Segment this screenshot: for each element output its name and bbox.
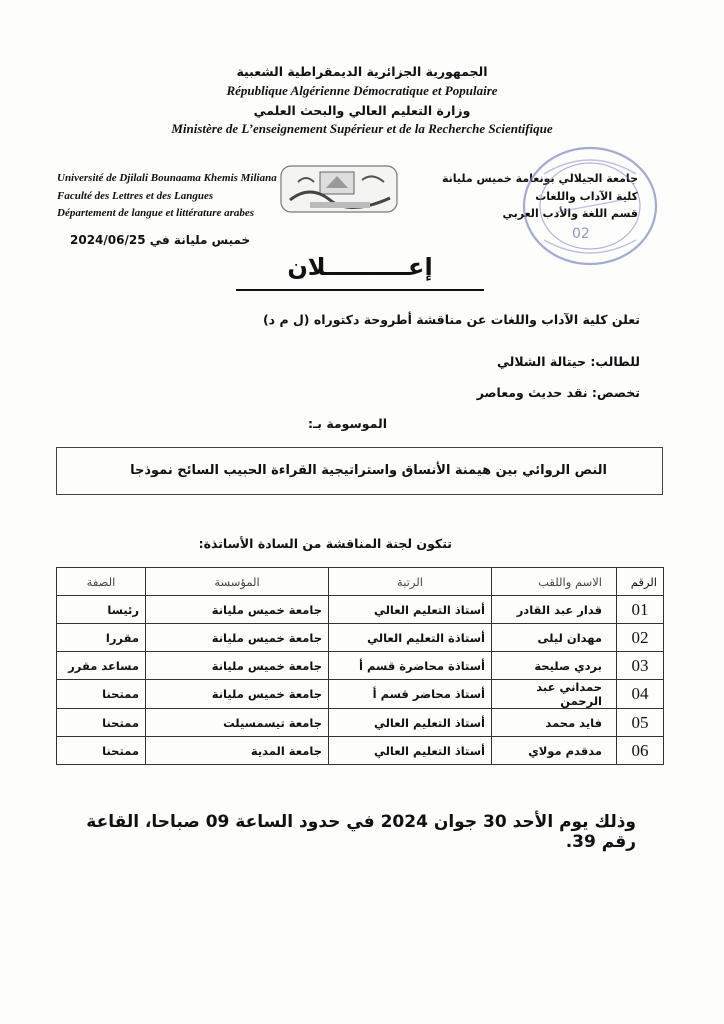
republic-arabic: الجمهورية الجزائرية الديمقراطية الشعبية: [236, 64, 488, 79]
ministry-french: Ministère de L’enseignement Supérieur et de la Recherche Scientifique: [171, 121, 553, 136]
member-institution: جامعة خميس مليانة: [146, 652, 329, 680]
table-row: [57, 709, 664, 737]
table-row: [57, 737, 664, 765]
university-logo: [280, 160, 398, 216]
member-role: رئيسا: [57, 596, 146, 624]
member-rank: أستاذة التعليم العالي: [329, 624, 492, 652]
row-number: 02: [617, 624, 664, 652]
ministry-arabic: وزارة التعليم العالي والبحث العلمي: [253, 103, 471, 118]
university-name-arabic: جامعة الجيلالي بونعامة خميس مليانة: [441, 172, 638, 185]
specialty: تخصص: نقد حديث ومعاصر: [476, 385, 640, 400]
header-name: الاسم واللقب: [492, 568, 617, 596]
member-name: فايد محمد: [492, 709, 617, 737]
university-name-french: Université de Djilali Bounaama Khemis Miliana: [57, 172, 277, 184]
member-name: مهدان ليلى: [492, 624, 617, 652]
department-name-arabic: قسم اللغة والأدب العربي: [502, 207, 638, 220]
table-row: [57, 680, 664, 709]
row-number: 01: [617, 596, 664, 624]
member-institution: جامعة خميس مليانة: [146, 680, 329, 709]
row-number: 04: [617, 680, 664, 709]
header-role: الصفة: [57, 568, 146, 596]
member-rank: أستاذ التعليم العالي: [329, 737, 492, 765]
table-row: [57, 596, 664, 624]
student-name: للطالب: حيتالة الشلالي: [496, 354, 640, 369]
faculty-name-arabic: كلية الآداب واللغات: [535, 190, 638, 203]
header-rank: الرتبة: [329, 568, 492, 596]
row-number: 06: [617, 737, 664, 765]
committee-intro: تتكون لجنة المناقشة من السادة الأساتذة:: [198, 536, 452, 551]
department-name-french: Département de langue et littérature arabes: [57, 207, 255, 219]
announcement-text: تعلن كلية الآداب واللغات عن مناقشة أطروحة دكتوراه (ل م د): [262, 312, 640, 327]
official-stamp: [510, 140, 660, 270]
table-row: [57, 624, 664, 652]
member-institution: جامعة المدية: [146, 737, 329, 765]
table-row: [57, 652, 664, 680]
member-institution: جامعة تيسمسيلت: [146, 709, 329, 737]
row-number: 05: [617, 709, 664, 737]
member-institution: جامعة خميس مليانة: [146, 624, 329, 652]
committee-table: [56, 567, 664, 765]
announcement-title-underline: [236, 289, 484, 291]
member-role: مقررا: [57, 624, 146, 652]
member-institution: جامعة خميس مليانة: [146, 596, 329, 624]
stamp-number: 02: [572, 226, 590, 242]
row-number: 03: [617, 652, 664, 680]
member-name: حمداني عبد الرحمن: [492, 680, 617, 709]
committee-header-row: [57, 568, 664, 596]
member-role: ممتحنا: [57, 680, 146, 709]
member-rank: أستاذ التعليم العالي: [329, 709, 492, 737]
member-role: مساعد مقرر: [57, 652, 146, 680]
member-name: قدار عبد القادر: [492, 596, 617, 624]
member-rank: أستاذ التعليم العالي: [329, 596, 492, 624]
member-rank: أستاذة محاضرة قسم أ: [329, 652, 492, 680]
member-name: مدقدم مولاي: [492, 737, 617, 765]
header-institution: المؤسسة: [146, 568, 329, 596]
thesis-title: النص الروائي بين هيمنة الأنساق واستراتيجية القراءة الحبيب السائح نموذجا: [130, 463, 607, 478]
header-number: الرقم: [617, 568, 664, 596]
member-role: ممتحنا: [57, 709, 146, 737]
faculty-name-french: Faculté des Lettres et des Langues: [57, 190, 214, 202]
member-role: ممتحنا: [57, 737, 146, 765]
date-line: خميس مليانة في 2024/06/25: [70, 233, 251, 247]
member-name: بردي صليحة: [492, 652, 617, 680]
titled-label: الموسومة بـ:: [308, 416, 387, 431]
announcement-title: إعــــــــــلان: [287, 253, 433, 281]
republic-french: République Algérienne Démocratique et Populaire: [226, 83, 498, 98]
member-rank: أستاذ محاضر قسم أ: [329, 680, 492, 709]
closing-statement: وذلك يوم الأحد 30 جوان 2024 في حدود الساعة 09 صباحا، القاعة رقم 39.: [86, 812, 636, 852]
